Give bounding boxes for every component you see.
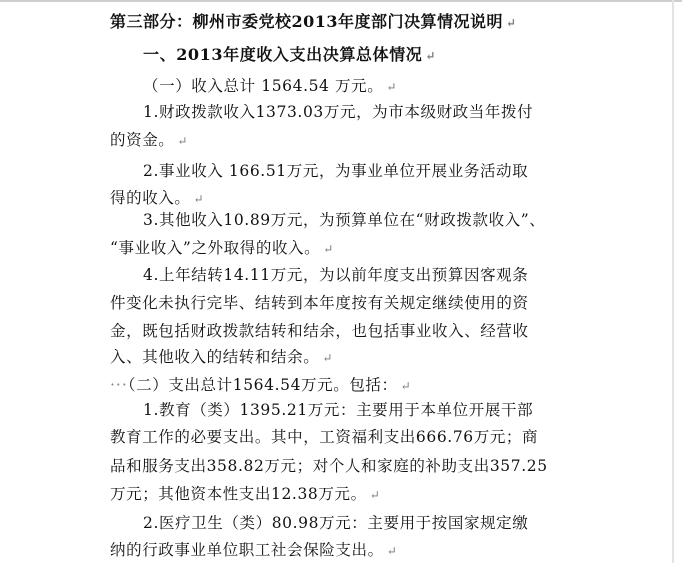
expense-item-1-line-4: 万元；其他资本性支出12.38万元。 ↵ <box>110 485 381 503</box>
income-item-3-line-1: 3.其他收入10.89万元，为预算单位在“财政拨款收入”、 <box>143 211 546 229</box>
document-title: 第三部分：柳州市委党校2013年度部门决算情况说明 ↵ <box>110 12 517 31</box>
page-top-edge <box>0 0 682 2</box>
income-total: （一）收入总计 1564.54 万元。 ↵ <box>143 77 398 95</box>
section-heading: 一、2013年度收入支出决算总体情况 ↵ <box>143 45 436 64</box>
income-item-4-line-4: 入、其他收入的结转和结余。 ↵ <box>110 348 333 366</box>
income-item-2-line-2: 得的收入。 ↵ <box>110 189 205 207</box>
expense-item-1-line-2: 教育工作的必要支出。其中，工资福利支出666.76万元；商 <box>110 428 539 446</box>
expense-total: ···（二）支出总计1564.54万元。包括： ↵ <box>110 376 412 394</box>
income-item-1-line-2: 的资金。 ↵ <box>110 131 189 149</box>
page-right-edge <box>672 0 674 563</box>
income-item-3-line-2: “事业收入”之外取得的收入。 ↵ <box>110 239 334 257</box>
income-item-4-line-1: 4.上年结转14.11万元，为以前年度支出预算因客观条 <box>143 266 529 284</box>
expense-item-2-line-2: 纳的行政事业单位职工社会保险支出。 ↵ <box>110 541 398 559</box>
income-item-4-line-3: 金，既包括财政拨款结转和结余，也包括事业收入、经营收 <box>110 322 529 340</box>
expense-item-1-line-1: 1.教育（类）1395.21万元：主要用于本单位开展干部 <box>143 401 534 419</box>
expense-item-2-line-1: 2.医疗卫生（类）80.98万元：主要用于按国家规定缴 <box>143 514 529 532</box>
income-item-4-line-2: 件变化未执行完毕、结转到本年度按有关规定继续使用的资 <box>110 294 529 312</box>
expense-item-1-line-3: 品和服务支出358.82万元；对个人和家庭的补助支出357.25 <box>110 457 548 475</box>
income-item-2-line-1: 2.事业收入 166.51万元，为事业单位开展业务活动取 <box>143 162 529 180</box>
income-item-1-line-1: 1.财政拨款收入1373.03万元，为市本级财政当年拨付 <box>143 103 534 121</box>
